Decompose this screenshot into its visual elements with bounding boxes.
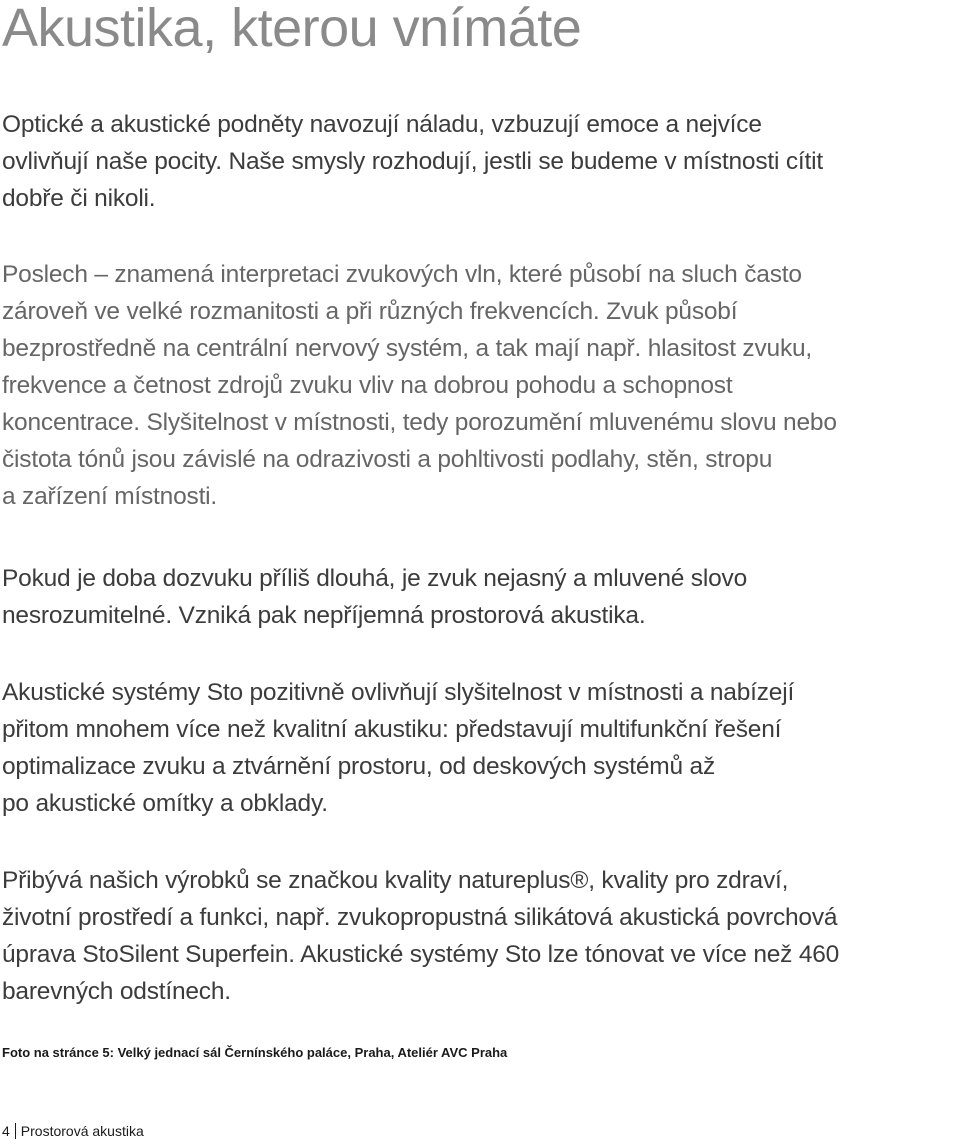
paragraph-line: po akustické omítky a obklady. xyxy=(2,790,328,817)
paragraph-line: bezprostředně na centrální nervový systém, a tak mají např. hlasitost zvuku, xyxy=(2,335,813,362)
paragraph-line: Pokud je doba dozvuku příliš dlouhá, je zvuk nejasný a mluvené slovo xyxy=(2,565,747,592)
paragraph-listening xyxy=(2,256,960,515)
paragraph-line: a zařízení místnosti. xyxy=(2,483,218,510)
paragraph-line: úprava StoSilent Superfein. Akustické systémy Sto lze tónovat ve více než 460 xyxy=(2,941,840,968)
paragraph-line: nesrozumitelné. Vzniká pak nepříjemná prostorová akustika. xyxy=(2,602,646,629)
paragraph-line: frekvence a četnost zdrojů zvuku vliv na dobrou pohodu a schopnost xyxy=(2,372,733,399)
page-title: Akustika, kterou vnímáte xyxy=(2,0,582,58)
paragraph-line: životní prostředí a funkci, např. zvukopropustná silikátová akustická povrchová xyxy=(2,904,838,931)
paragraph-line: přitom mnohem více než kvalitní akustiku: představují multifunkční řešení xyxy=(2,716,782,743)
page-footer xyxy=(2,1122,144,1140)
paragraph-line: Optické a akustické podněty navozují náladu, vzbuzují emoce a nejvíce xyxy=(2,111,762,138)
paragraph-line: Přibývá našich výrobků se značkou kvality natureplus®, kvality pro zdraví, xyxy=(2,867,789,894)
paragraph-line: barevných odstínech. xyxy=(2,978,231,1005)
paragraph-line: dobře či nikoli. xyxy=(2,185,156,212)
paragraph-line: ovlivňují naše pocity. Naše smysly rozhodují, jestli se budeme v místnosti cítit xyxy=(2,148,823,175)
paragraph-line: koncentrace. Slyšitelnost v místnosti, tedy porozumění mluvenému slovu nebo xyxy=(2,409,837,436)
paragraph-line: zároveň ve velké rozmanitosti a při různých frekvencích. Zvuk působí xyxy=(2,298,738,325)
paragraph-line: čistota tónů jsou závislé na odrazivosti a pohltivosti podlahy, stěn, stropu xyxy=(2,446,773,473)
footer-divider xyxy=(15,1123,16,1139)
footer-section-title: Prostorová akustika xyxy=(20,1123,144,1139)
paragraph-line: Akustické systémy Sto pozitivně ovlivňují slyšitelnost v místnosti a nabízejí xyxy=(2,679,795,706)
paragraph-intro xyxy=(2,106,960,217)
page-number: 4 xyxy=(2,1123,10,1139)
paragraph-natureplus xyxy=(2,862,960,1010)
paragraph-sto-systems xyxy=(2,674,960,822)
paragraph-line: Poslech – znamená interpretaci zvukových vln, které působí na sluch často xyxy=(2,261,802,288)
paragraph-reverberation xyxy=(2,560,960,634)
paragraph-line: optimalizace zvuku a ztvárnění prostoru, od deskových systémů až xyxy=(2,753,716,780)
photo-caption: Foto na stránce 5: Velký jednací sál Černínského paláce, Praha, Ateliér AVC Praha xyxy=(2,1045,508,1060)
